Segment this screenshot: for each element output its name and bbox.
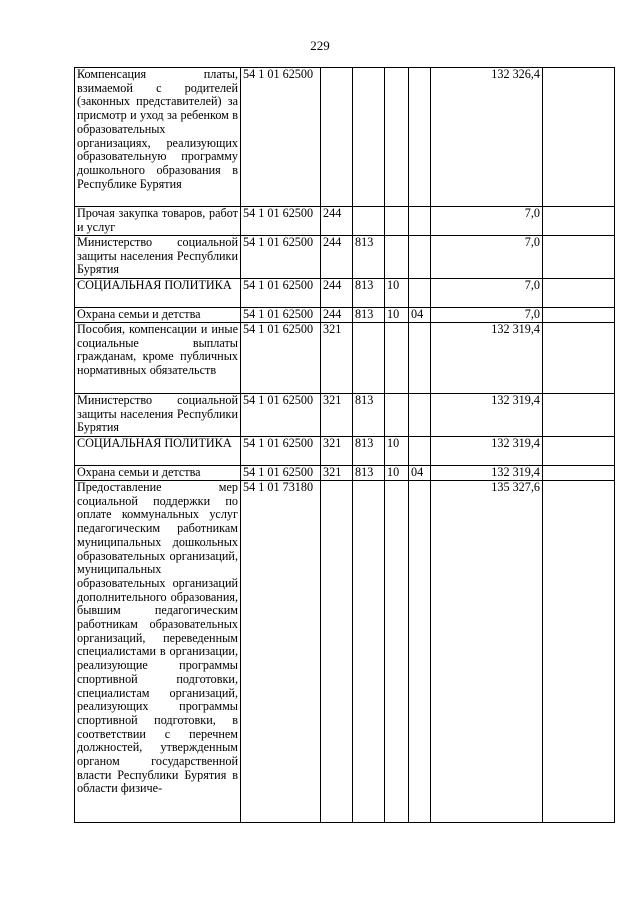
- table-row: [75, 308, 615, 323]
- row-grbs: [353, 323, 385, 394]
- row-name: Министерство социальной защиты населения Республики Бурятия: [75, 394, 241, 437]
- row-rz: [385, 236, 409, 279]
- row-grbs: 813: [353, 466, 385, 481]
- table-row: [75, 394, 615, 437]
- row-rz: [385, 323, 409, 394]
- row-grbs: [353, 207, 385, 236]
- row-vr: 244: [321, 207, 353, 236]
- row-empty-cell: [543, 279, 615, 308]
- row-pr: [409, 68, 431, 207]
- row-empty-cell: [543, 437, 615, 466]
- row-csr: 54 1 01 62500: [241, 236, 321, 279]
- row-rz: 10: [385, 279, 409, 308]
- row-sum: 7,0: [431, 308, 543, 323]
- budget-table: [74, 67, 615, 823]
- row-name: СОЦИАЛЬНАЯ ПОЛИТИКА: [75, 279, 241, 308]
- row-grbs: 813: [353, 236, 385, 279]
- table-row: [75, 466, 615, 481]
- row-rz: [385, 68, 409, 207]
- row-rz: [385, 394, 409, 437]
- row-name: Предоставление мер социальной поддержки по оплате коммунальных услуг педагогическим работникам муниципальных дошкольных образовательных организаций, муниципальных образовательных организаций дополнительного образования, бывшим педагогическим работникам образовательных организаций, переведенным специалистами в организации, реализующие программы спортивной подготовки, специалистам организаций, реализующих программы спортивной подготовки, в соответствии с перечнем должностей, утвержденным органом государственной власти Республики Бурятия в области физиче-: [75, 481, 241, 823]
- row-empty-cell: [543, 394, 615, 437]
- row-csr: 54 1 01 62500: [241, 323, 321, 394]
- row-vr: 244: [321, 279, 353, 308]
- table-row: [75, 236, 615, 279]
- row-rz: [385, 481, 409, 823]
- row-empty-cell: [543, 308, 615, 323]
- row-rz: 10: [385, 466, 409, 481]
- row-vr: 244: [321, 236, 353, 279]
- table-row: [75, 323, 615, 394]
- row-csr: 54 1 01 62500: [241, 207, 321, 236]
- row-pr: [409, 481, 431, 823]
- table-row: [75, 481, 615, 823]
- row-sum: 132 326,4: [431, 68, 543, 207]
- page-number: 229: [310, 38, 330, 53]
- row-vr: 321: [321, 323, 353, 394]
- row-csr: 54 1 01 62500: [241, 279, 321, 308]
- row-pr: [409, 323, 431, 394]
- row-sum: 132 319,4: [431, 466, 543, 481]
- row-csr: 54 1 01 62500: [241, 308, 321, 323]
- row-sum: 135 327,6: [431, 481, 543, 823]
- row-name: Пособия, компенсации и иные социальные выплаты гражданам, кроме публичных нормативных обязательств: [75, 323, 241, 394]
- row-rz: [385, 207, 409, 236]
- row-pr: [409, 394, 431, 437]
- row-name: Компенсация платы, взимаемой с родителей (законных представителей) за присмотр и уход за ребенком в образовательных организациях, реализующих образовательную программу дошкольного образования в Республике Бурятия: [75, 68, 241, 207]
- row-pr: [409, 207, 431, 236]
- row-csr: 54 1 01 62500: [241, 394, 321, 437]
- row-empty-cell: [543, 207, 615, 236]
- row-sum: 7,0: [431, 236, 543, 279]
- row-pr: 04: [409, 308, 431, 323]
- row-pr: 04: [409, 466, 431, 481]
- row-vr: [321, 68, 353, 207]
- table-row: [75, 437, 615, 466]
- row-csr: 54 1 01 73180: [241, 481, 321, 823]
- row-grbs: 813: [353, 308, 385, 323]
- row-sum: 132 319,4: [431, 394, 543, 437]
- row-sum: 132 319,4: [431, 323, 543, 394]
- row-vr: [321, 481, 353, 823]
- table-row: [75, 68, 615, 207]
- row-empty-cell: [543, 68, 615, 207]
- row-pr: [409, 279, 431, 308]
- row-empty-cell: [543, 481, 615, 823]
- row-vr: 321: [321, 466, 353, 481]
- row-vr: 244: [321, 308, 353, 323]
- row-csr: 54 1 01 62500: [241, 466, 321, 481]
- row-csr: 54 1 01 62500: [241, 68, 321, 207]
- row-rz: 10: [385, 308, 409, 323]
- row-empty-cell: [543, 236, 615, 279]
- table-row: [75, 207, 615, 236]
- row-empty-cell: [543, 466, 615, 481]
- row-name: СОЦИАЛЬНАЯ ПОЛИТИКА: [75, 437, 241, 466]
- row-vr: 321: [321, 394, 353, 437]
- row-grbs: 813: [353, 279, 385, 308]
- row-grbs: 813: [353, 394, 385, 437]
- table-row: [75, 279, 615, 308]
- row-name: Прочая закупка товаров, работ и услуг: [75, 207, 241, 236]
- row-csr: 54 1 01 62500: [241, 437, 321, 466]
- row-pr: [409, 437, 431, 466]
- row-rz: 10: [385, 437, 409, 466]
- row-sum: 7,0: [431, 279, 543, 308]
- row-pr: [409, 236, 431, 279]
- row-vr: 321: [321, 437, 353, 466]
- row-name: Министерство социальной защиты населения Республики Бурятия: [75, 236, 241, 279]
- row-sum: 7,0: [431, 207, 543, 236]
- row-name: Охрана семьи и детства: [75, 308, 241, 323]
- row-name: Охрана семьи и детства: [75, 466, 241, 481]
- row-grbs: [353, 68, 385, 207]
- row-grbs: 813: [353, 437, 385, 466]
- row-sum: 132 319,4: [431, 437, 543, 466]
- row-grbs: [353, 481, 385, 823]
- row-empty-cell: [543, 323, 615, 394]
